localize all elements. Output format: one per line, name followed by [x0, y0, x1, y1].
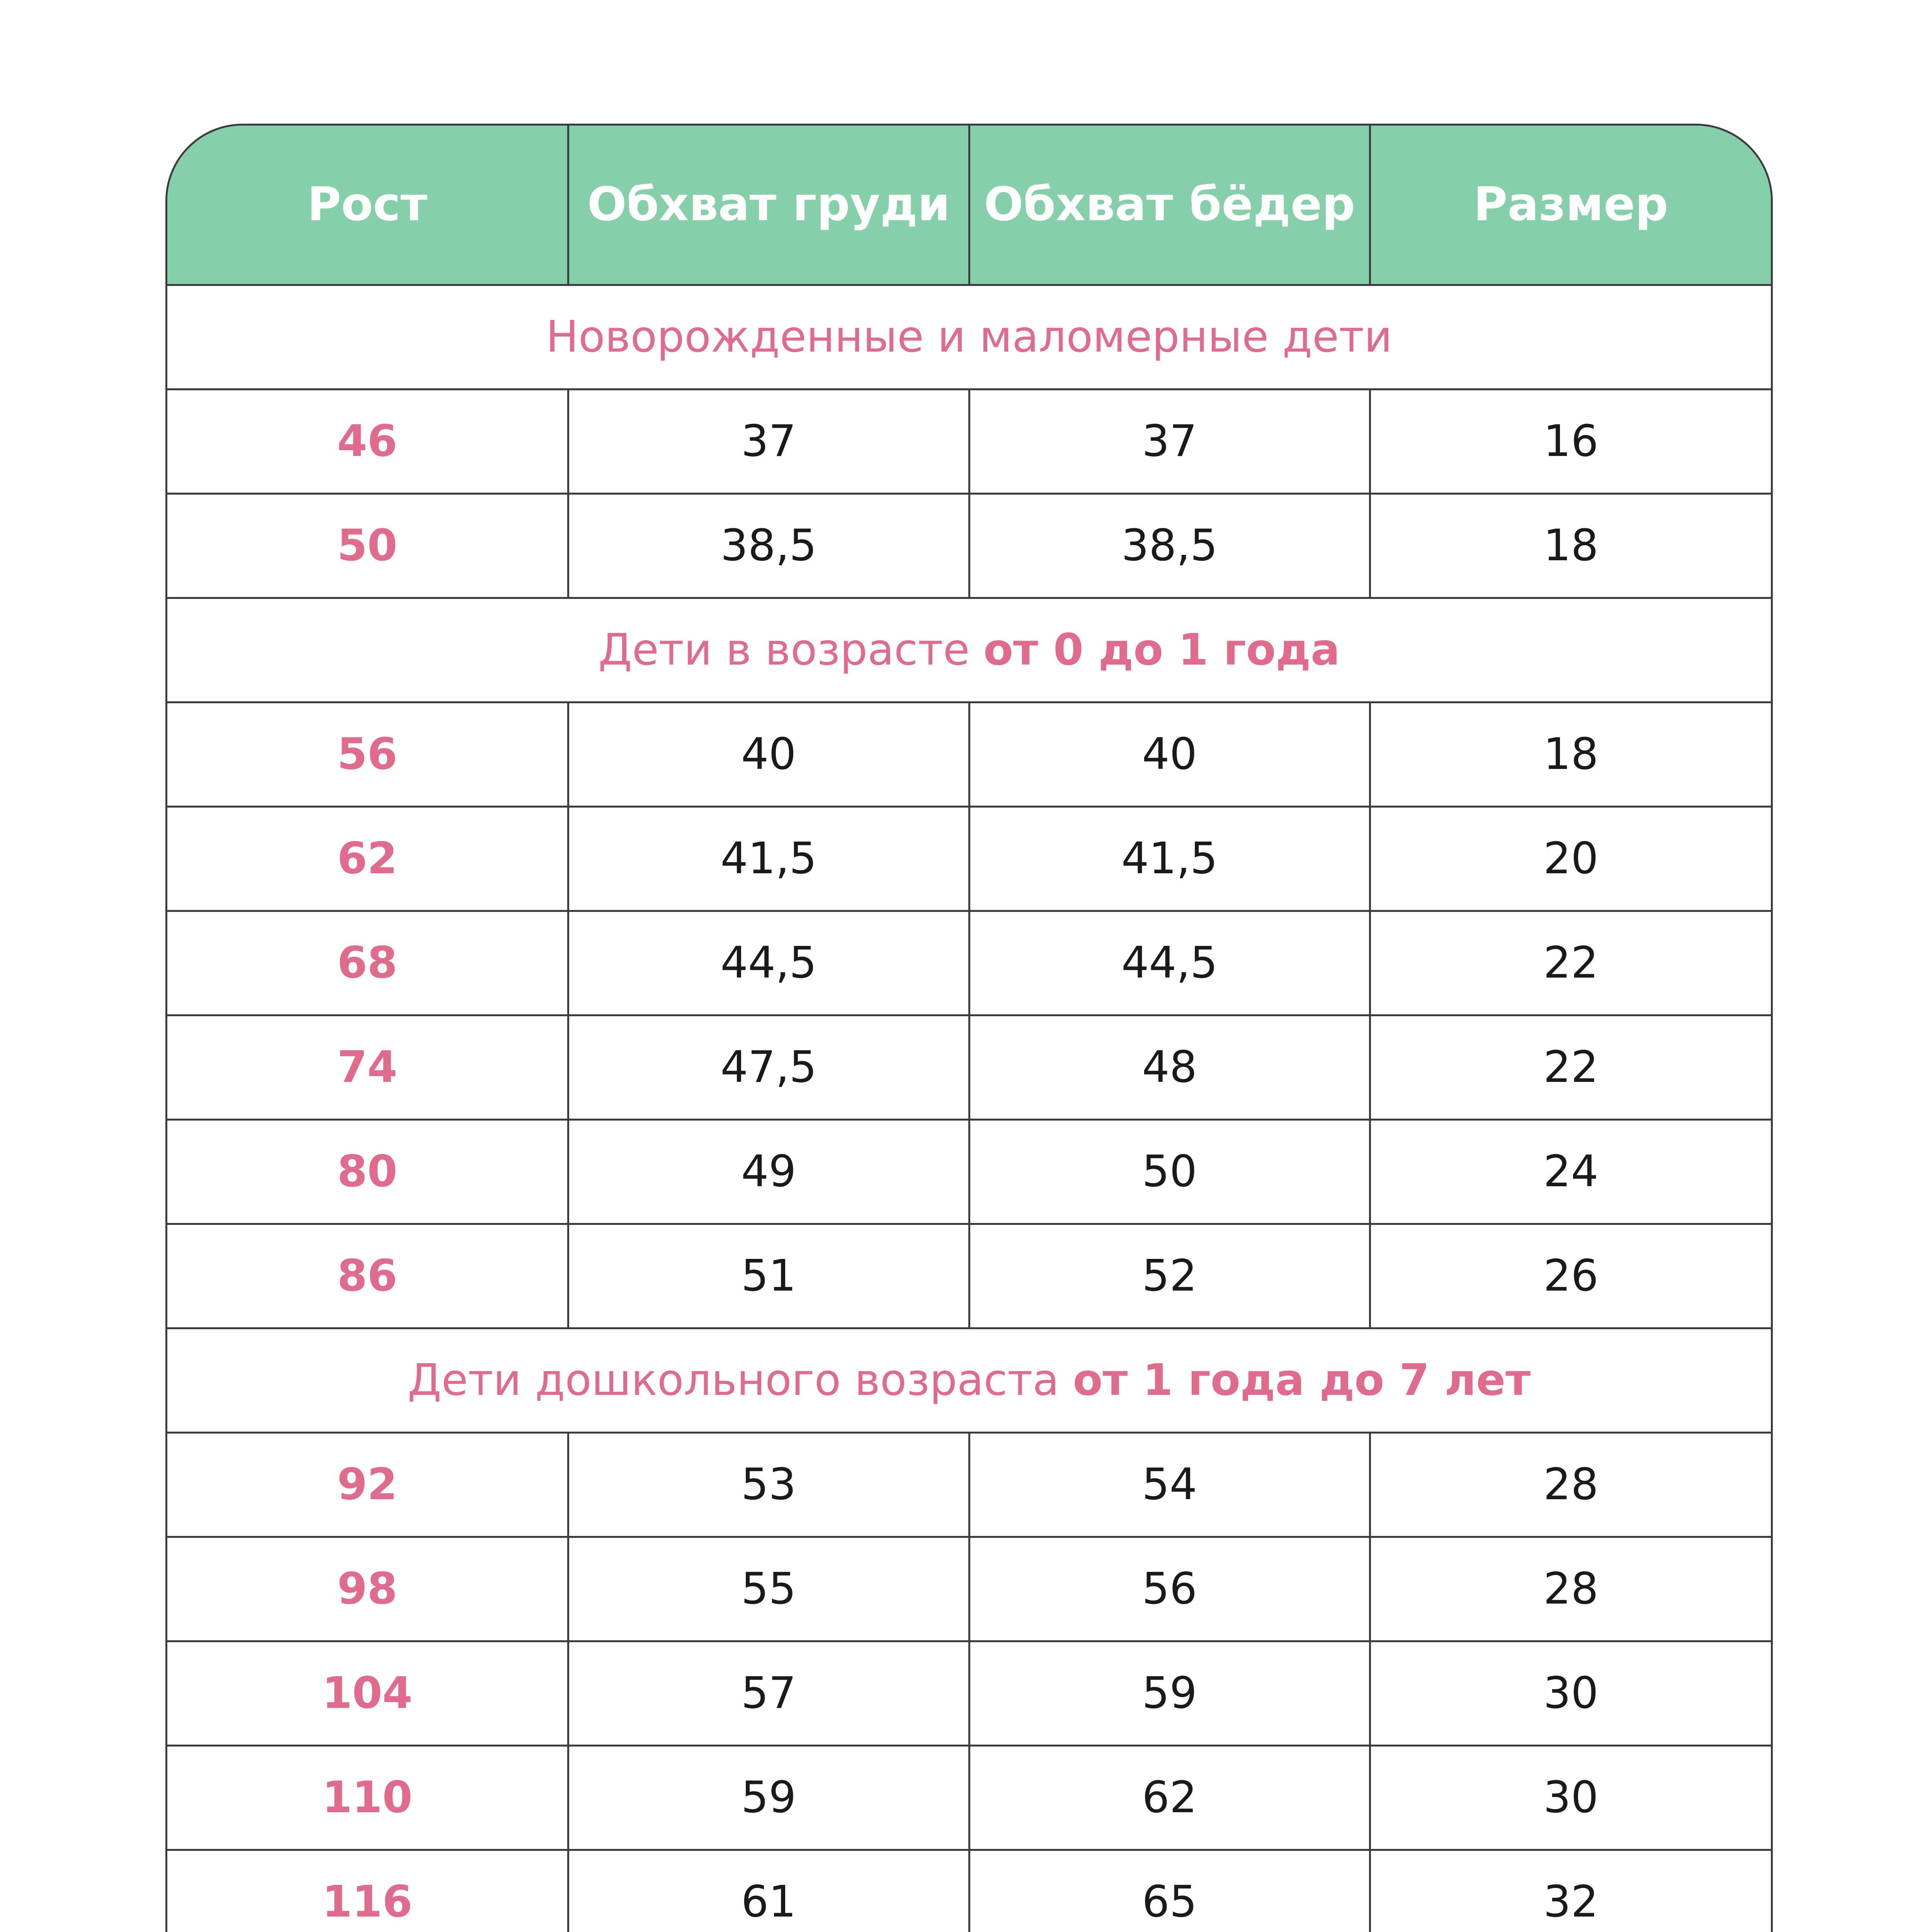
cell-height: 68 — [167, 911, 568, 1015]
cell-chest: 47,5 — [568, 1015, 969, 1119]
cell-height: 46 — [167, 389, 568, 493]
section-row — [167, 1328, 1771, 1432]
table-row — [167, 1119, 1771, 1224]
table-row — [167, 1745, 1771, 1850]
cell-chest: 59 — [568, 1745, 969, 1850]
header-chest: Обхват груди — [568, 126, 969, 285]
table-header-row — [167, 126, 1771, 285]
cell-chest: 55 — [568, 1537, 969, 1641]
section-title-age-range: от 0 до 1 года — [983, 625, 1340, 675]
size-chart-table — [165, 124, 1773, 1932]
header-hips: Обхват бёдер — [969, 126, 1370, 285]
cell-hips: 37 — [969, 389, 1370, 493]
cell-size: 22 — [1370, 1015, 1771, 1119]
table-row — [167, 702, 1771, 806]
cell-hips: 50 — [969, 1119, 1370, 1224]
table-body — [167, 285, 1771, 1932]
section-row — [167, 285, 1771, 389]
cell-height: 104 — [167, 1641, 568, 1745]
cell-size: 28 — [1370, 1537, 1771, 1641]
cell-height: 110 — [167, 1745, 568, 1850]
table-row — [167, 1015, 1771, 1119]
table-row — [167, 1850, 1771, 1932]
cell-chest: 40 — [568, 702, 969, 806]
cell-size: 32 — [1370, 1850, 1771, 1932]
cell-size: 24 — [1370, 1119, 1771, 1224]
cell-size: 28 — [1370, 1432, 1771, 1537]
section-title-text: Дети в возрасте — [598, 625, 984, 675]
table-row — [167, 911, 1771, 1015]
section-title — [167, 285, 1771, 389]
section-title — [167, 598, 1771, 702]
table-row — [167, 493, 1771, 598]
cell-hips: 52 — [969, 1224, 1370, 1328]
table-row — [167, 1537, 1771, 1641]
cell-size: 16 — [1370, 389, 1771, 493]
cell-chest: 44,5 — [568, 911, 969, 1015]
header-height: Рост — [167, 126, 568, 285]
cell-hips: 65 — [969, 1850, 1370, 1932]
section-title-age-range: от 1 года до 7 лет — [1073, 1355, 1531, 1405]
cell-size: 18 — [1370, 702, 1771, 806]
cell-size: 26 — [1370, 1224, 1771, 1328]
cell-hips: 59 — [969, 1641, 1370, 1745]
cell-hips: 56 — [969, 1537, 1370, 1641]
cell-height: 86 — [167, 1224, 568, 1328]
header-size: Размер — [1370, 126, 1771, 285]
cell-size: 30 — [1370, 1745, 1771, 1850]
table-row — [167, 1224, 1771, 1328]
cell-chest: 49 — [568, 1119, 969, 1224]
table-row — [167, 806, 1771, 911]
cell-height: 56 — [167, 702, 568, 806]
section-title — [167, 1328, 1771, 1432]
cell-hips: 54 — [969, 1432, 1370, 1537]
cell-height: 50 — [167, 493, 568, 598]
cell-hips: 48 — [969, 1015, 1370, 1119]
cell-chest: 37 — [568, 389, 969, 493]
section-title-text: Дети дошкольного возраста — [407, 1355, 1073, 1405]
cell-height: 98 — [167, 1537, 568, 1641]
cell-hips: 62 — [969, 1745, 1370, 1850]
cell-hips: 44,5 — [969, 911, 1370, 1015]
cell-size: 18 — [1370, 493, 1771, 598]
table-row — [167, 1641, 1771, 1745]
cell-chest: 53 — [568, 1432, 969, 1537]
cell-size: 20 — [1370, 806, 1771, 911]
cell-height: 92 — [167, 1432, 568, 1537]
cell-hips: 41,5 — [969, 806, 1370, 911]
cell-hips: 38,5 — [969, 493, 1370, 598]
cell-chest: 41,5 — [568, 806, 969, 911]
cell-height: 74 — [167, 1015, 568, 1119]
cell-height: 62 — [167, 806, 568, 911]
cell-chest: 61 — [568, 1850, 969, 1932]
table-row — [167, 1432, 1771, 1537]
cell-size: 22 — [1370, 911, 1771, 1015]
cell-height: 80 — [167, 1119, 568, 1224]
cell-size: 30 — [1370, 1641, 1771, 1745]
cell-hips: 40 — [969, 702, 1370, 806]
cell-chest: 51 — [568, 1224, 969, 1328]
cell-chest: 57 — [568, 1641, 969, 1745]
cell-height: 116 — [167, 1850, 568, 1932]
section-title-text: Новорожденные и маломерные дети — [546, 312, 1393, 362]
cell-chest: 38,5 — [568, 493, 969, 598]
table-row — [167, 389, 1771, 493]
section-row — [167, 598, 1771, 702]
